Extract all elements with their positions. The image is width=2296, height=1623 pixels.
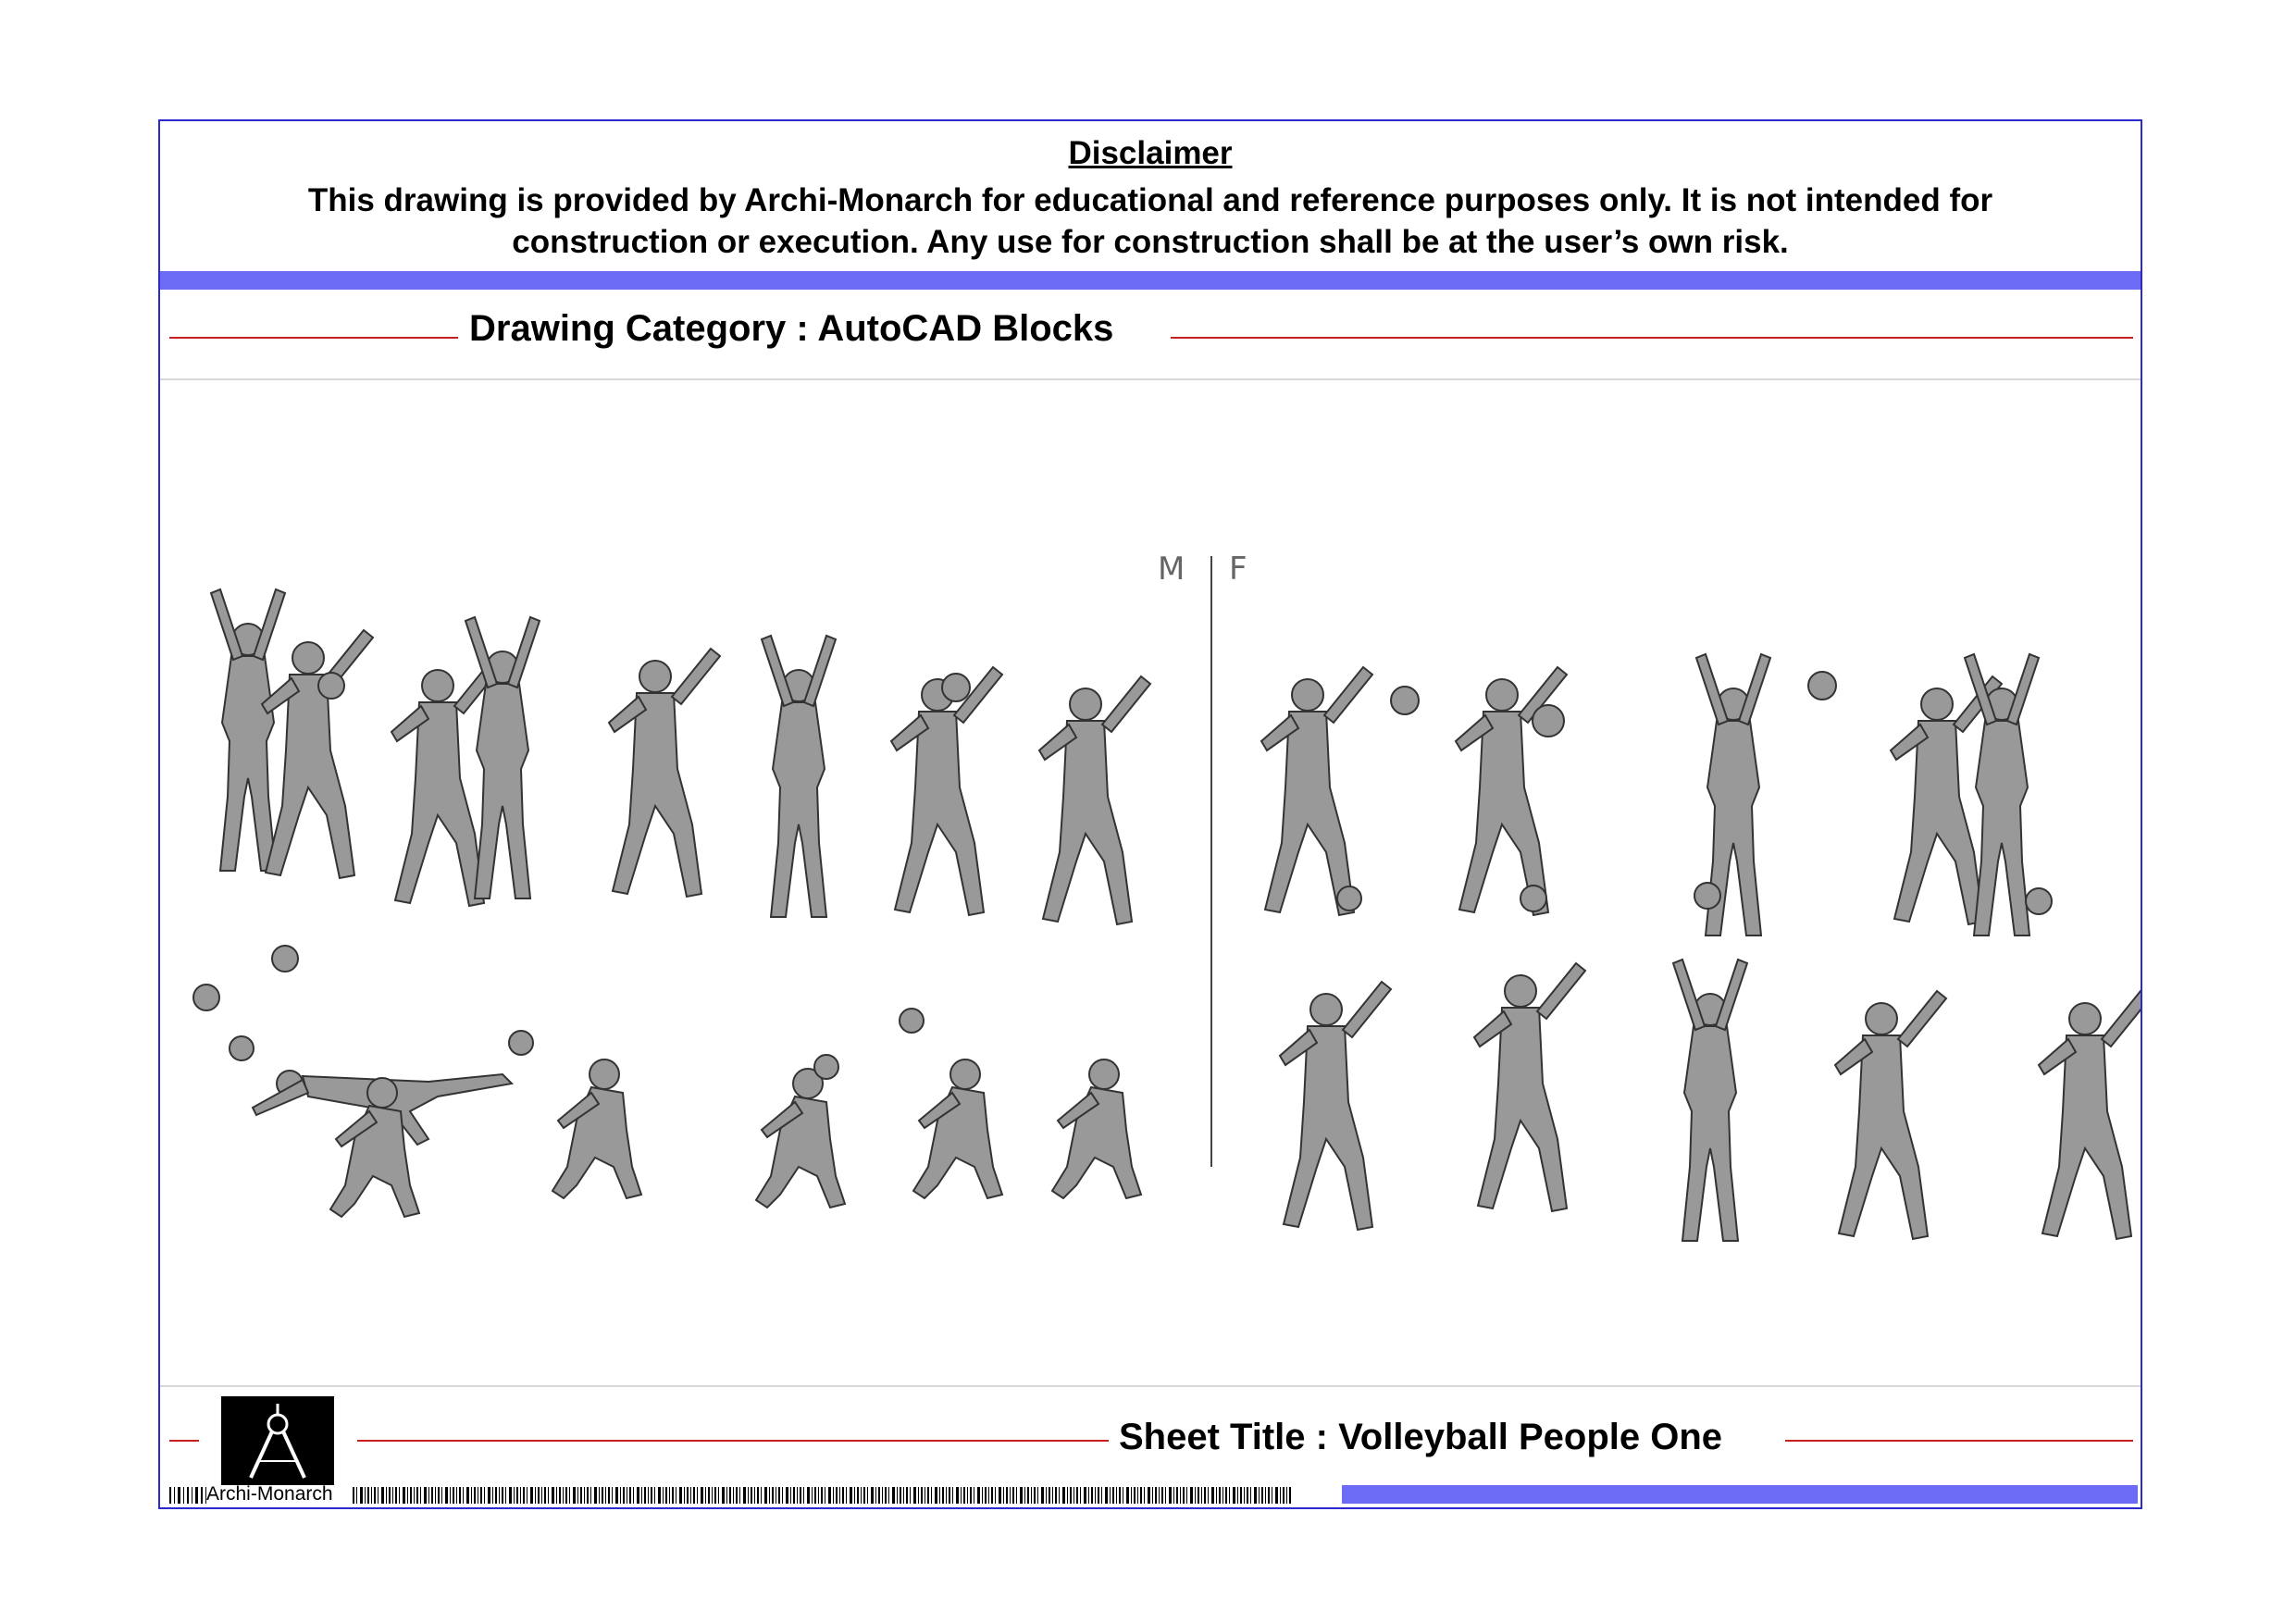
label-female: F xyxy=(1229,551,1247,588)
footer-blue-band xyxy=(1342,1485,2138,1504)
ball-male-4 xyxy=(193,985,219,1010)
disclaimer-block xyxy=(160,121,2141,271)
ball-female-2 xyxy=(1533,705,1564,737)
figure-male-ready xyxy=(1052,1059,1141,1198)
figure-male-block-1 xyxy=(211,589,285,871)
figure-female-set xyxy=(1673,960,1747,1241)
barcode-left xyxy=(169,1487,211,1504)
ball-female-6 xyxy=(1694,883,1720,909)
ball-male-8 xyxy=(900,1009,924,1033)
header-blue-band xyxy=(160,271,2141,290)
figure-male-dig-2 xyxy=(552,1059,641,1198)
drawing-sheet xyxy=(158,119,2142,1509)
figure-female-serve-2 xyxy=(2039,991,2141,1239)
label-male: M xyxy=(1158,551,1185,588)
ball-female-7 xyxy=(2026,888,2052,914)
compass-logo-icon xyxy=(221,1396,334,1485)
title-block xyxy=(160,1385,2141,1511)
category-title: Drawing Category : AutoCAD Blocks xyxy=(469,308,1114,349)
category-row xyxy=(160,290,2141,380)
drawing-area xyxy=(160,380,2141,1382)
ball-male-6 xyxy=(509,1031,533,1055)
footer-rule-middle xyxy=(357,1440,1109,1442)
figure-female-jump-2 xyxy=(1474,963,1585,1211)
footer-rule-right xyxy=(1785,1440,2133,1442)
figure-male-hit xyxy=(1039,676,1150,924)
male-figures xyxy=(193,589,1150,1217)
disclaimer-text xyxy=(234,180,2066,263)
figure-female-hit xyxy=(1835,991,1946,1239)
figure-female-spike-2 xyxy=(1280,982,1391,1230)
ball-male-7 xyxy=(814,1055,838,1079)
ball-male-2 xyxy=(318,673,344,699)
figure-male-jump-1 xyxy=(609,649,720,897)
figure-female-spike-1 xyxy=(1261,667,1372,915)
archi-monarch-logo xyxy=(221,1396,334,1485)
ball-female-3 xyxy=(1808,672,1836,700)
ball-male-5 xyxy=(230,1036,254,1060)
category-rule-right xyxy=(1171,337,2133,339)
footer-rule-left xyxy=(169,1440,199,1442)
figure-male-block-2 xyxy=(262,630,373,878)
ball-female-4 xyxy=(1337,886,1361,911)
logo-caption: Archi-Monarch xyxy=(206,1483,333,1505)
volleyball-figures xyxy=(160,380,2141,1382)
figure-male-jump-2 xyxy=(762,636,836,917)
ball-male-1 xyxy=(272,946,298,972)
disclaimer-line-1: This drawing is provided by Archi-Monarch for educational and reference purposes only. It is not intended for xyxy=(307,182,1993,218)
ball-male-3 xyxy=(942,674,970,701)
disclaimer-line-2: construction or execution. Any use for construction shall be at the user’s own risk. xyxy=(512,224,1789,260)
figure-male-serve xyxy=(891,667,1002,915)
figure-male-dig-3 xyxy=(756,1069,845,1208)
ball-female-1 xyxy=(1391,687,1419,714)
barcode-strip xyxy=(353,1487,1292,1504)
figure-male-pass xyxy=(913,1059,1002,1198)
ball-female-5 xyxy=(1520,886,1546,911)
disclaimer-title: Disclaimer xyxy=(1068,135,1233,171)
sheet-title: Sheet Title : Volleyball People One xyxy=(1119,1417,1723,1457)
female-figures xyxy=(1261,654,2141,1241)
category-rule-left xyxy=(169,337,458,339)
